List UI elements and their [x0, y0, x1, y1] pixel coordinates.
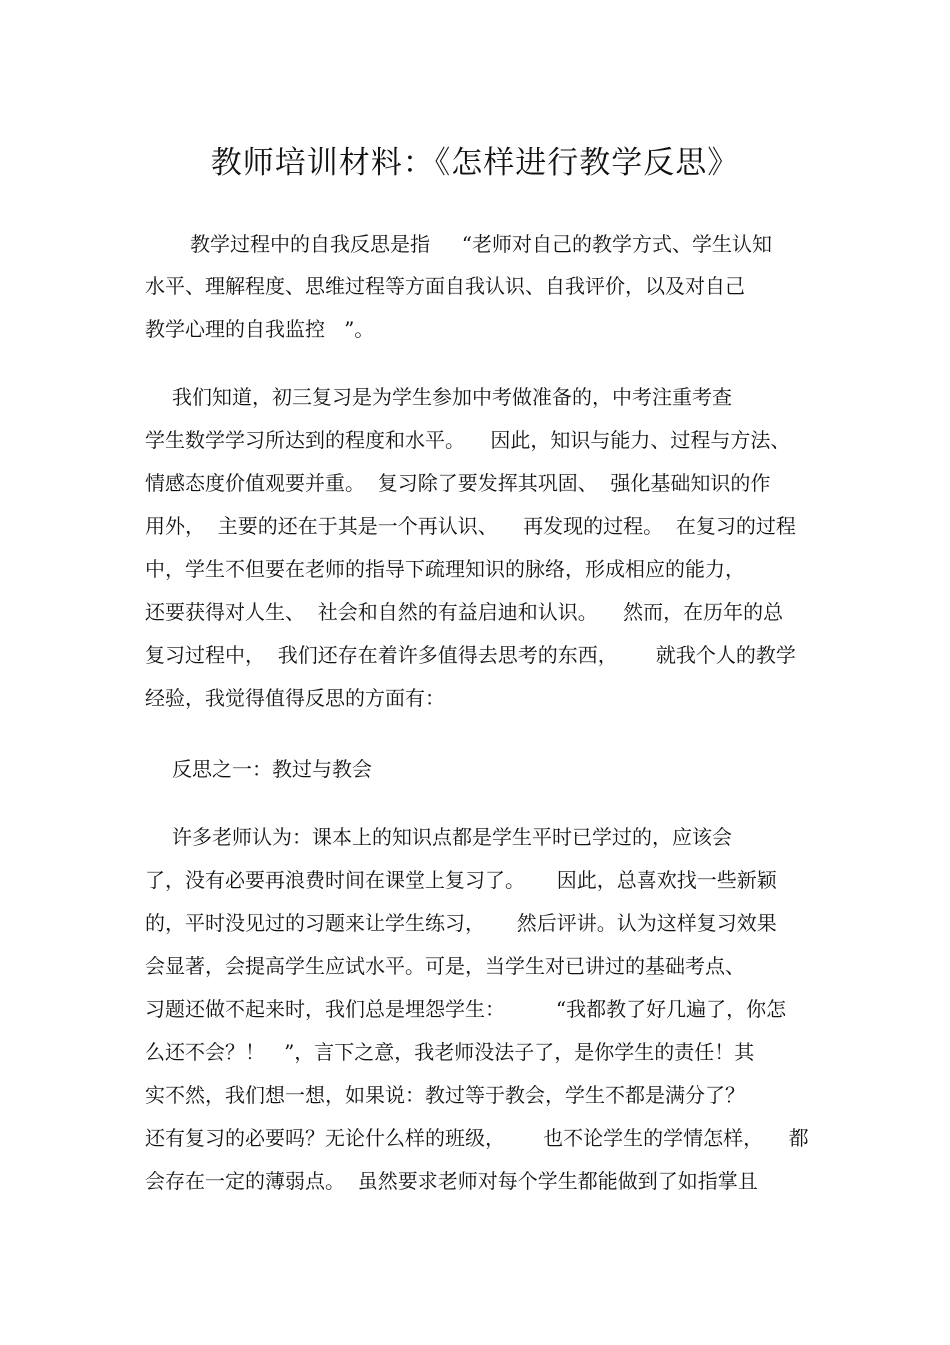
paragraph-line: 的，平时没见过的习题来让学生练习， 然后评讲。认为这样复习效果 [145, 911, 777, 935]
paragraph-line: 复习过程中， 我们还存在着许多值得去思考的东西， 就我个人的教学 [145, 643, 796, 667]
paragraph-line: 许多老师认为：课本上的知识点都是学生平时已学过的，应该会 [172, 825, 732, 849]
paragraph-line: 习题还做不起来时，我们总是埋怨学生： “我都教了好几遍了，你怎 [145, 997, 787, 1021]
paragraph-line: 会显著，会提高学生应试水平。可是，当学生对已讲过的基础考点、 [145, 954, 745, 978]
paragraph-line: 中，学生不但要在老师的指导下疏理知识的脉络，形成相应的能力， [145, 557, 745, 581]
paragraph-line: 还要获得对人生、 社会和自然的有益启迪和认识。 然而，在历年的总 [145, 600, 784, 624]
paragraph-line: 实不然，我们想一想，如果说：教过等于教会，学生不都是满分了？ [145, 1083, 745, 1107]
paragraph-line: 还有复习的必要吗？无论什么样的班级， 也不论学生的学情怎样， 都 [145, 1126, 809, 1150]
paragraph-line: 教学心理的自我监控 ”。 [145, 317, 375, 341]
paragraph-line: 了，没有必要再浪费时间在课堂上复习了。 因此，总喜欢找一些新颖 [145, 868, 777, 892]
paragraph-line: 学生数学学习所达到的程度和水平。 因此，知识与能力、过程与方法、 [145, 428, 791, 452]
paragraph-line: 用外， 主要的还在于其是一个再认识、 再发现的过程。 在复习的过程 [145, 514, 796, 538]
document-title: 教师培训材料：《怎样进行教学反思》 [210, 145, 740, 181]
paragraph-line: 教学过程中的自我反思是指 “老师对自己的教学方式、学生认知 [190, 232, 773, 256]
paragraph-line: 经验，我觉得值得反思的方面有： [145, 686, 445, 710]
paragraph-line: 水平、理解程度、思维过程等方面自我认识、自我评价，以及对自己 [145, 274, 745, 298]
section-heading: 反思之一：教过与教会 [172, 757, 372, 781]
paragraph-line: 我们知道，初三复习是为学生参加中考做准备的，中考注重考查 [172, 385, 732, 409]
paragraph-line: 情感态度价值观要并重。 复习除了要发挥其巩固、 强化基础知识的作 [145, 471, 771, 495]
paragraph-line: 么还不会？！ ”，言下之意，我老师没法子了，是你学生的责任！其 [145, 1040, 755, 1064]
paragraph-line: 会存在一定的薄弱点。 虽然要求老师对每个学生都能做到了如指掌且 [145, 1169, 758, 1193]
